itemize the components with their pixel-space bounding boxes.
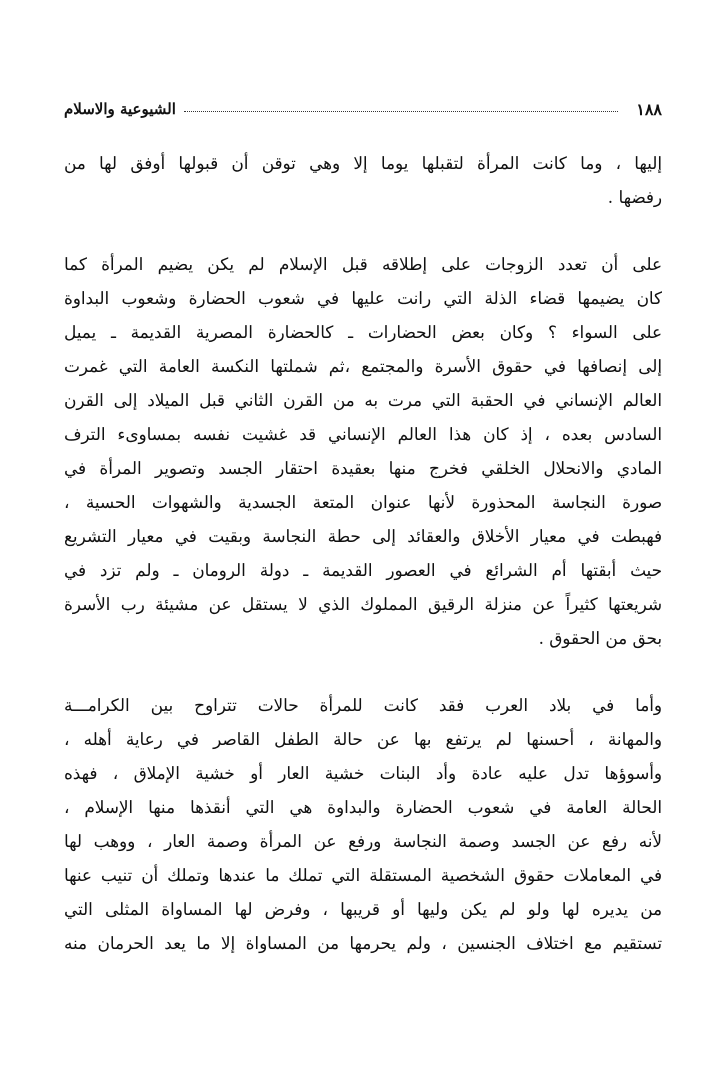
text-line: وأسوؤها تدل عليه عادة وأد البنات خشية العار أو خشية الإملاق ، فهذه — [64, 763, 662, 783]
paragraph-2 — [64, 247, 662, 655]
text-line: كان يضيمها قضاء الذلة التي رانت عليها في شعوب الحضارة وشعوب البداوة — [64, 288, 662, 308]
text-line: إلى إنصافها في حقوق الأسرة والمجتمع ،ثم شملتها النكسة العامة التي غمرت — [64, 356, 662, 376]
body-text — [64, 146, 662, 960]
text-line: المادي والانحلال الخلقي فخرج منها بعقيدة احتقار الجسد وتصوير المرأة في — [64, 458, 662, 478]
text-line: فهبطت في معيار الأخلاق والعقائد إلى حطة النجاسة وبقيت في معيار التشريع — [64, 526, 662, 546]
header-dotted-rule — [184, 111, 618, 112]
text-line: العالم الإنساني في الحقبة التي مرت به من القرن الثاني قبل الميلاد إلى القرن — [64, 390, 662, 410]
paragraph-3 — [64, 688, 662, 960]
text-line: شريعتها كثيراً عن منزلة الرقيق المملوك الذي لا يستقل عن مشيئة رب الأسرة — [64, 594, 662, 614]
text-line: من يديره لها ولو لم يكن وليها أو قريبها ، وفرض لها المساواة المثلى التي — [64, 899, 662, 919]
text-line: على السواء ؟ وكان بعض الحضارات ـ كالحضارة المصرية القديمة ـ يميل — [64, 322, 662, 342]
text-line: السادس بعده ، إذ كان هذا العالم الإنساني قد غشيت نفسه بمساوىء الترف — [64, 424, 662, 444]
text-line: رفضها . — [607, 187, 662, 207]
page-header — [64, 96, 662, 122]
text-line: وأما في بلاد العرب فقد كانت للمرأة حالات تتراوح بين الكرامـــة — [64, 695, 662, 715]
text-line: حيث أبقتها أم الشرائع في العصور القديمة ـ دولة الرومان ـ ولم تزد في — [64, 560, 662, 580]
text-line: لأنه رفع عن الجسد وصمة النجاسة ورفع عن المرأة وصمة العار ، ووهب لها — [64, 831, 662, 851]
text-line: والمهانة ، أحسنها لم يرتفع بها عن حالة الطفل القاصر في رعاية أهله ، — [64, 729, 662, 749]
text-line: الحالة العامة في شعوب الحضارة والبداوة هي التي أنقذها منها الإسلام ، — [64, 797, 662, 817]
running-title: الشيوعية والاسلام — [64, 100, 176, 118]
text-line: بحق من الحقوق . — [538, 628, 662, 648]
page-number: ١٨٨ — [636, 99, 662, 119]
text-line: في المعاملات حقوق الشخصية المستقلة التي تملك ما عندها وتملك أن تنيب عنها — [64, 865, 662, 885]
text-line: صورة النجاسة المحذورة لأنها عنوان المتعة الجسدية والشهوات الحسية ، — [64, 492, 662, 512]
text-line: تستقيم مع اختلاف الجنسين ، ولم يحرمها من المساواة إلا ما يعد الحرمان منه — [64, 933, 662, 953]
text-line: إليها ، وما كانت المرأة لتقبلها يوما إلا وهي توقن أن قبولها أوفق لها من — [64, 153, 662, 173]
paragraph-1 — [64, 146, 662, 214]
text-line: على أن تعدد الزوجات على إطلاقه قبل الإسلام لم يكن يضيم المرأة كما — [64, 254, 662, 274]
